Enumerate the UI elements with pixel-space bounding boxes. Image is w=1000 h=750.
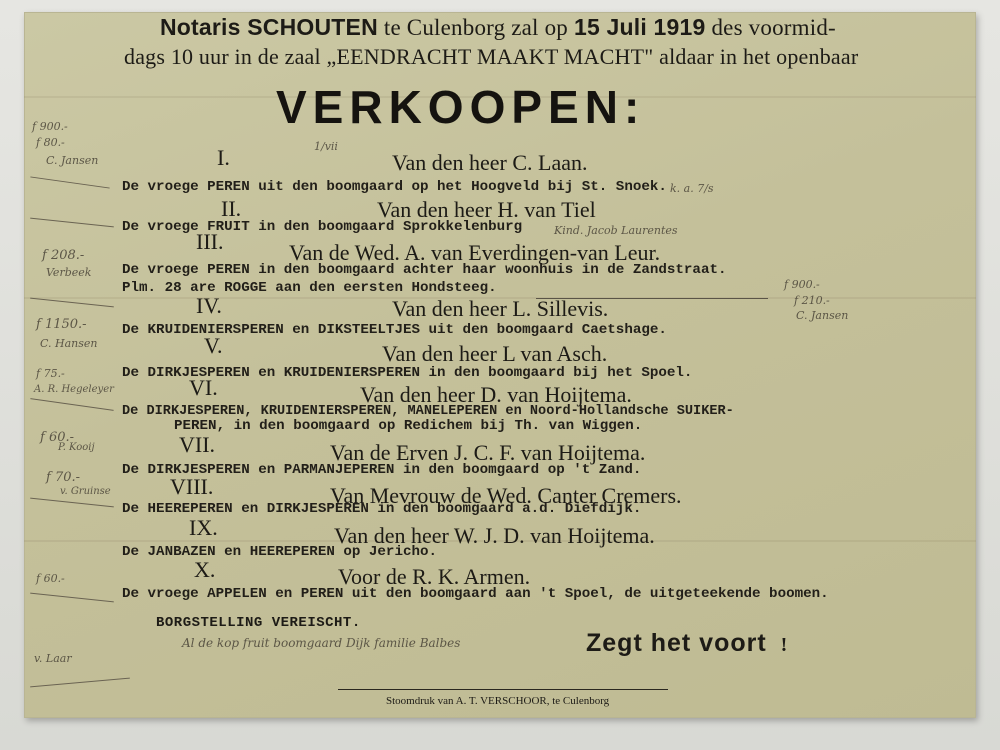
margin-scribble xyxy=(30,176,109,188)
lot-description: De vroege PEREN uit den boomgaard op het Hoogveld bij St. Snoek. xyxy=(122,179,667,195)
lot-number: III. xyxy=(196,229,224,254)
lot-number: IX. xyxy=(189,515,218,540)
margin-scribble xyxy=(30,678,130,688)
notary-name: Notaris SCHOUTEN xyxy=(160,14,378,40)
lot-description: De KRUIDENIERSPEREN en DIKSTEELTJES uit den boomgaard Caetshage. xyxy=(122,322,667,338)
lot-seller: Van den heer L. Sillevis. xyxy=(392,296,609,321)
lot-seller: Voor de R. K. Armen. xyxy=(338,564,531,589)
margin-note: Verbeek xyxy=(46,266,92,279)
margin-note: C. Hansen xyxy=(40,337,98,350)
page-title: VERKOOPEN: xyxy=(276,81,646,133)
margin-note: f 80.- xyxy=(36,136,65,149)
margin-note: v. Gruinse xyxy=(60,486,111,497)
printer-credit: Stoomdruk van A. T. VERSCHOOR, te Culenborg xyxy=(386,695,610,707)
lot-number: VII. xyxy=(179,432,216,457)
header-text: te Culenborg zal op xyxy=(383,15,568,40)
guarantee-notice: BORGSTELLING VEREISCHT. xyxy=(156,615,361,631)
handwritten-note: C. Jansen xyxy=(796,309,849,322)
handwritten-note: 1/vii xyxy=(314,140,338,153)
lot-description: De HEEREPEREN en DIRKJESPEREN in den boomgaard a.d. Diefdijk. xyxy=(122,501,642,517)
lot-number: VI. xyxy=(189,375,218,400)
header-line-2: dags 10 uur in de zaal „EENDRACHT MAAKT MACHT" aldaar in het openbaar xyxy=(124,44,859,69)
lot-seller: Van de Wed. A. van Everdingen-van Leur. xyxy=(289,240,661,265)
lot-seller: Van Mevrouw de Wed. Canter Cremers. xyxy=(330,483,682,508)
footer-rule xyxy=(338,689,668,690)
margin-note: A. R. Hegeleyer xyxy=(34,384,114,395)
lot-number: VIII. xyxy=(170,474,214,499)
lot-number: IV. xyxy=(196,293,222,318)
handwritten-note: f 210.- xyxy=(794,294,830,307)
margin-scribble xyxy=(30,398,113,411)
lot-seller: Van den heer C. Laan. xyxy=(392,150,588,175)
lot-description: Plm. 28 are ROGGE aan den eersten Hondsteeg. xyxy=(122,280,497,296)
margin-scribble xyxy=(30,498,114,508)
header-text: des voormid- xyxy=(711,15,836,40)
margin-note: f 1150.- xyxy=(36,317,87,332)
closing-slogan-text: Zegt het voort xyxy=(586,629,767,657)
margin-note: f 900.- xyxy=(32,120,68,133)
lot-seller: Van den heer H. van Tiel xyxy=(377,197,596,222)
lot-description: De DIRKJESPEREN en KRUIDENIERSPEREN in den boomgaard bij het Spoel. xyxy=(122,365,693,381)
handwritten-note: f 900.- xyxy=(784,278,820,291)
margin-note: v. Laar xyxy=(34,652,72,665)
lot-number: II. xyxy=(221,196,242,221)
lot-seller: Van den heer L van Asch. xyxy=(382,341,608,366)
margin-scribble xyxy=(30,218,114,228)
handwritten-note: Al de kop fruit boomgaard Dijk familie Balbes xyxy=(182,636,461,650)
lot-description: De JANBAZEN en HEEREPEREN op Jericho. xyxy=(122,544,438,560)
margin-note: f 208.- xyxy=(42,248,85,263)
lot-description: De vroege FRUIT in den boomgaard Sprokkelenburg xyxy=(122,219,523,235)
margin-note: f 60.- xyxy=(36,572,65,585)
margin-note: f 75.- xyxy=(36,367,65,380)
margin-note: P. Kooij xyxy=(58,442,95,453)
closing-exclamation: ! xyxy=(780,634,789,656)
margin-note: f 60.- xyxy=(40,430,75,445)
handwritten-note: Kind. Jacob Laurentes xyxy=(554,224,678,237)
lot-number: I. xyxy=(217,145,230,170)
header-line-1 xyxy=(160,14,836,41)
closing-slogan xyxy=(586,629,788,658)
lot-seller: Van den heer W. J. D. van Hoijtema. xyxy=(334,523,655,548)
margin-scribble xyxy=(30,593,114,603)
auction-date: 15 Juli 1919 xyxy=(573,14,706,40)
lot-description: PEREN, in den boomgaard op Redichem bij Th. van Wiggen. xyxy=(174,418,643,434)
margin-note: f 70.- xyxy=(46,470,81,485)
lot-description: De DIRKJESPEREN en PARMANJEPEREN in den boomgaard op 't Zand. xyxy=(122,462,642,478)
margin-note: C. Jansen xyxy=(46,154,99,167)
lot-description: De vroege APPELEN en PEREN uit den boomgaard aan 't Spoel, de uitgeteekende boomen. xyxy=(122,586,829,602)
lot-seller: Van de Erven J. C. F. van Hoijtema. xyxy=(330,440,646,465)
lot-seller: Van den heer D. van Hoijtema. xyxy=(360,382,632,407)
lot-number: X. xyxy=(194,557,216,582)
margin-scribble xyxy=(30,298,114,308)
lot-description: De vroege PEREN in den boomgaard achter haar woonhuis in de Zandstraat. xyxy=(122,262,727,278)
auction-poster xyxy=(24,12,976,718)
handwritten-note: k. a. 7/s xyxy=(670,182,714,195)
lot-description: De DIRKJESPEREN, KRUIDENIERSPEREN, MANELEPEREN en Noord-Hollandsche SUIKER- xyxy=(122,404,734,419)
lot-number: V. xyxy=(204,333,223,358)
